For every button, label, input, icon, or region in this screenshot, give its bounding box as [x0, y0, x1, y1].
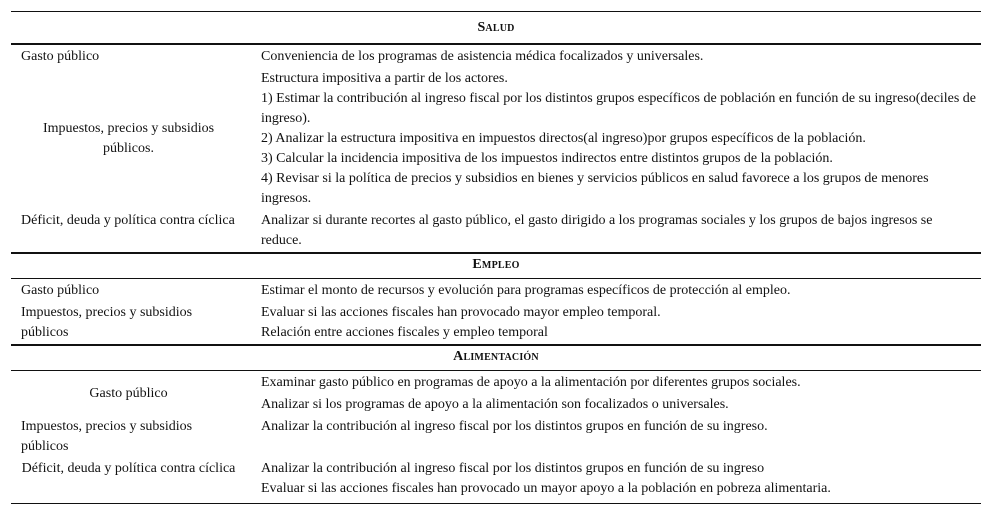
row-category: Déficit, deuda y política contra cíclica: [21, 461, 236, 476]
row-category: Gasto público: [89, 386, 168, 401]
description-line: 3) Calcular la incidencia impositiva de los impuestos indirectos entre distintos grupos de la población.: [261, 151, 833, 166]
description-line: Estructura impositiva a partir de los actores.: [261, 71, 508, 86]
row-description: [261, 303, 976, 343]
description-line: 2) Analizar la estructura impositiva en impuestos directos(al ingreso)por grupos específicos de la población.: [261, 131, 866, 146]
description-line: Analizar la contribución al ingreso fiscal por los distintos grupos en función de su ingreso: [261, 461, 765, 476]
table-rule: [11, 278, 981, 279]
row-description: [261, 211, 976, 251]
table-rule: [11, 503, 981, 504]
description-line: Analizar la contribución al ingreso fiscal por los distintos grupos en función de su ingreso.: [261, 419, 768, 434]
table-rule: [11, 344, 981, 346]
description-line: Evaluar si las acciones fiscales han provocado un mayor apoyo a la población en pobreza alimentaria.: [261, 481, 831, 496]
row-category: Gasto público: [21, 283, 100, 298]
description-line: Evaluar si las acciones fiscales han provocado mayor empleo temporal.: [261, 305, 661, 320]
row-description: [261, 417, 976, 437]
row-category: Impuestos, precios y subsidios públicos: [21, 305, 193, 340]
description-line: Examinar gasto público en programas de apoyo a la alimentación por diferentes grupos sociales.: [261, 375, 801, 390]
row-description: [261, 47, 976, 67]
description-line: Conveniencia de los programas de asistencia médica focalizados y universales.: [261, 49, 704, 64]
row-description: [261, 281, 976, 301]
section-header-empleo: Empleo: [472, 257, 520, 272]
row-category: Déficit, deuda y política contra cíclica: [21, 213, 235, 228]
section-header-alimentacion: Alimentación: [453, 349, 539, 364]
row-description: [261, 373, 976, 415]
row-category: Gasto público: [21, 49, 100, 64]
description-line: Analizar si durante recortes al gasto público, el gasto dirigido a los programas sociales y los grupos de bajos ingresos se reduce.: [261, 213, 933, 248]
table-rule: [11, 252, 981, 254]
description-line: 4) Revisar si la política de precios y subsidios en bienes y servicios públicos en salud favorece a los grupos de menores ingresos.: [261, 171, 929, 206]
description-line: 1) Estimar la contribución al ingreso fiscal por los distintos grupos específicos de población en función de su ingreso(deciles de ingreso).: [261, 91, 976, 126]
row-category: Impuestos, precios y subsidios públicos: [21, 419, 193, 454]
table-rule: [11, 370, 981, 371]
description-line: Analizar si los programas de apoyo a la alimentación son focalizados o universales.: [261, 397, 729, 412]
row-description: [261, 459, 976, 499]
row-category: Impuestos, precios y subsidios públicos.: [42, 121, 215, 156]
table-rule: [11, 43, 981, 45]
row-description: [261, 69, 976, 209]
description-line: Estimar el monto de recursos y evolución para programas específicos de protección al empleo.: [261, 283, 791, 298]
table-rule: [11, 11, 981, 12]
description-line: Relación entre acciones fiscales y empleo temporal: [261, 325, 548, 340]
section-header-salud: Salud: [477, 20, 515, 35]
